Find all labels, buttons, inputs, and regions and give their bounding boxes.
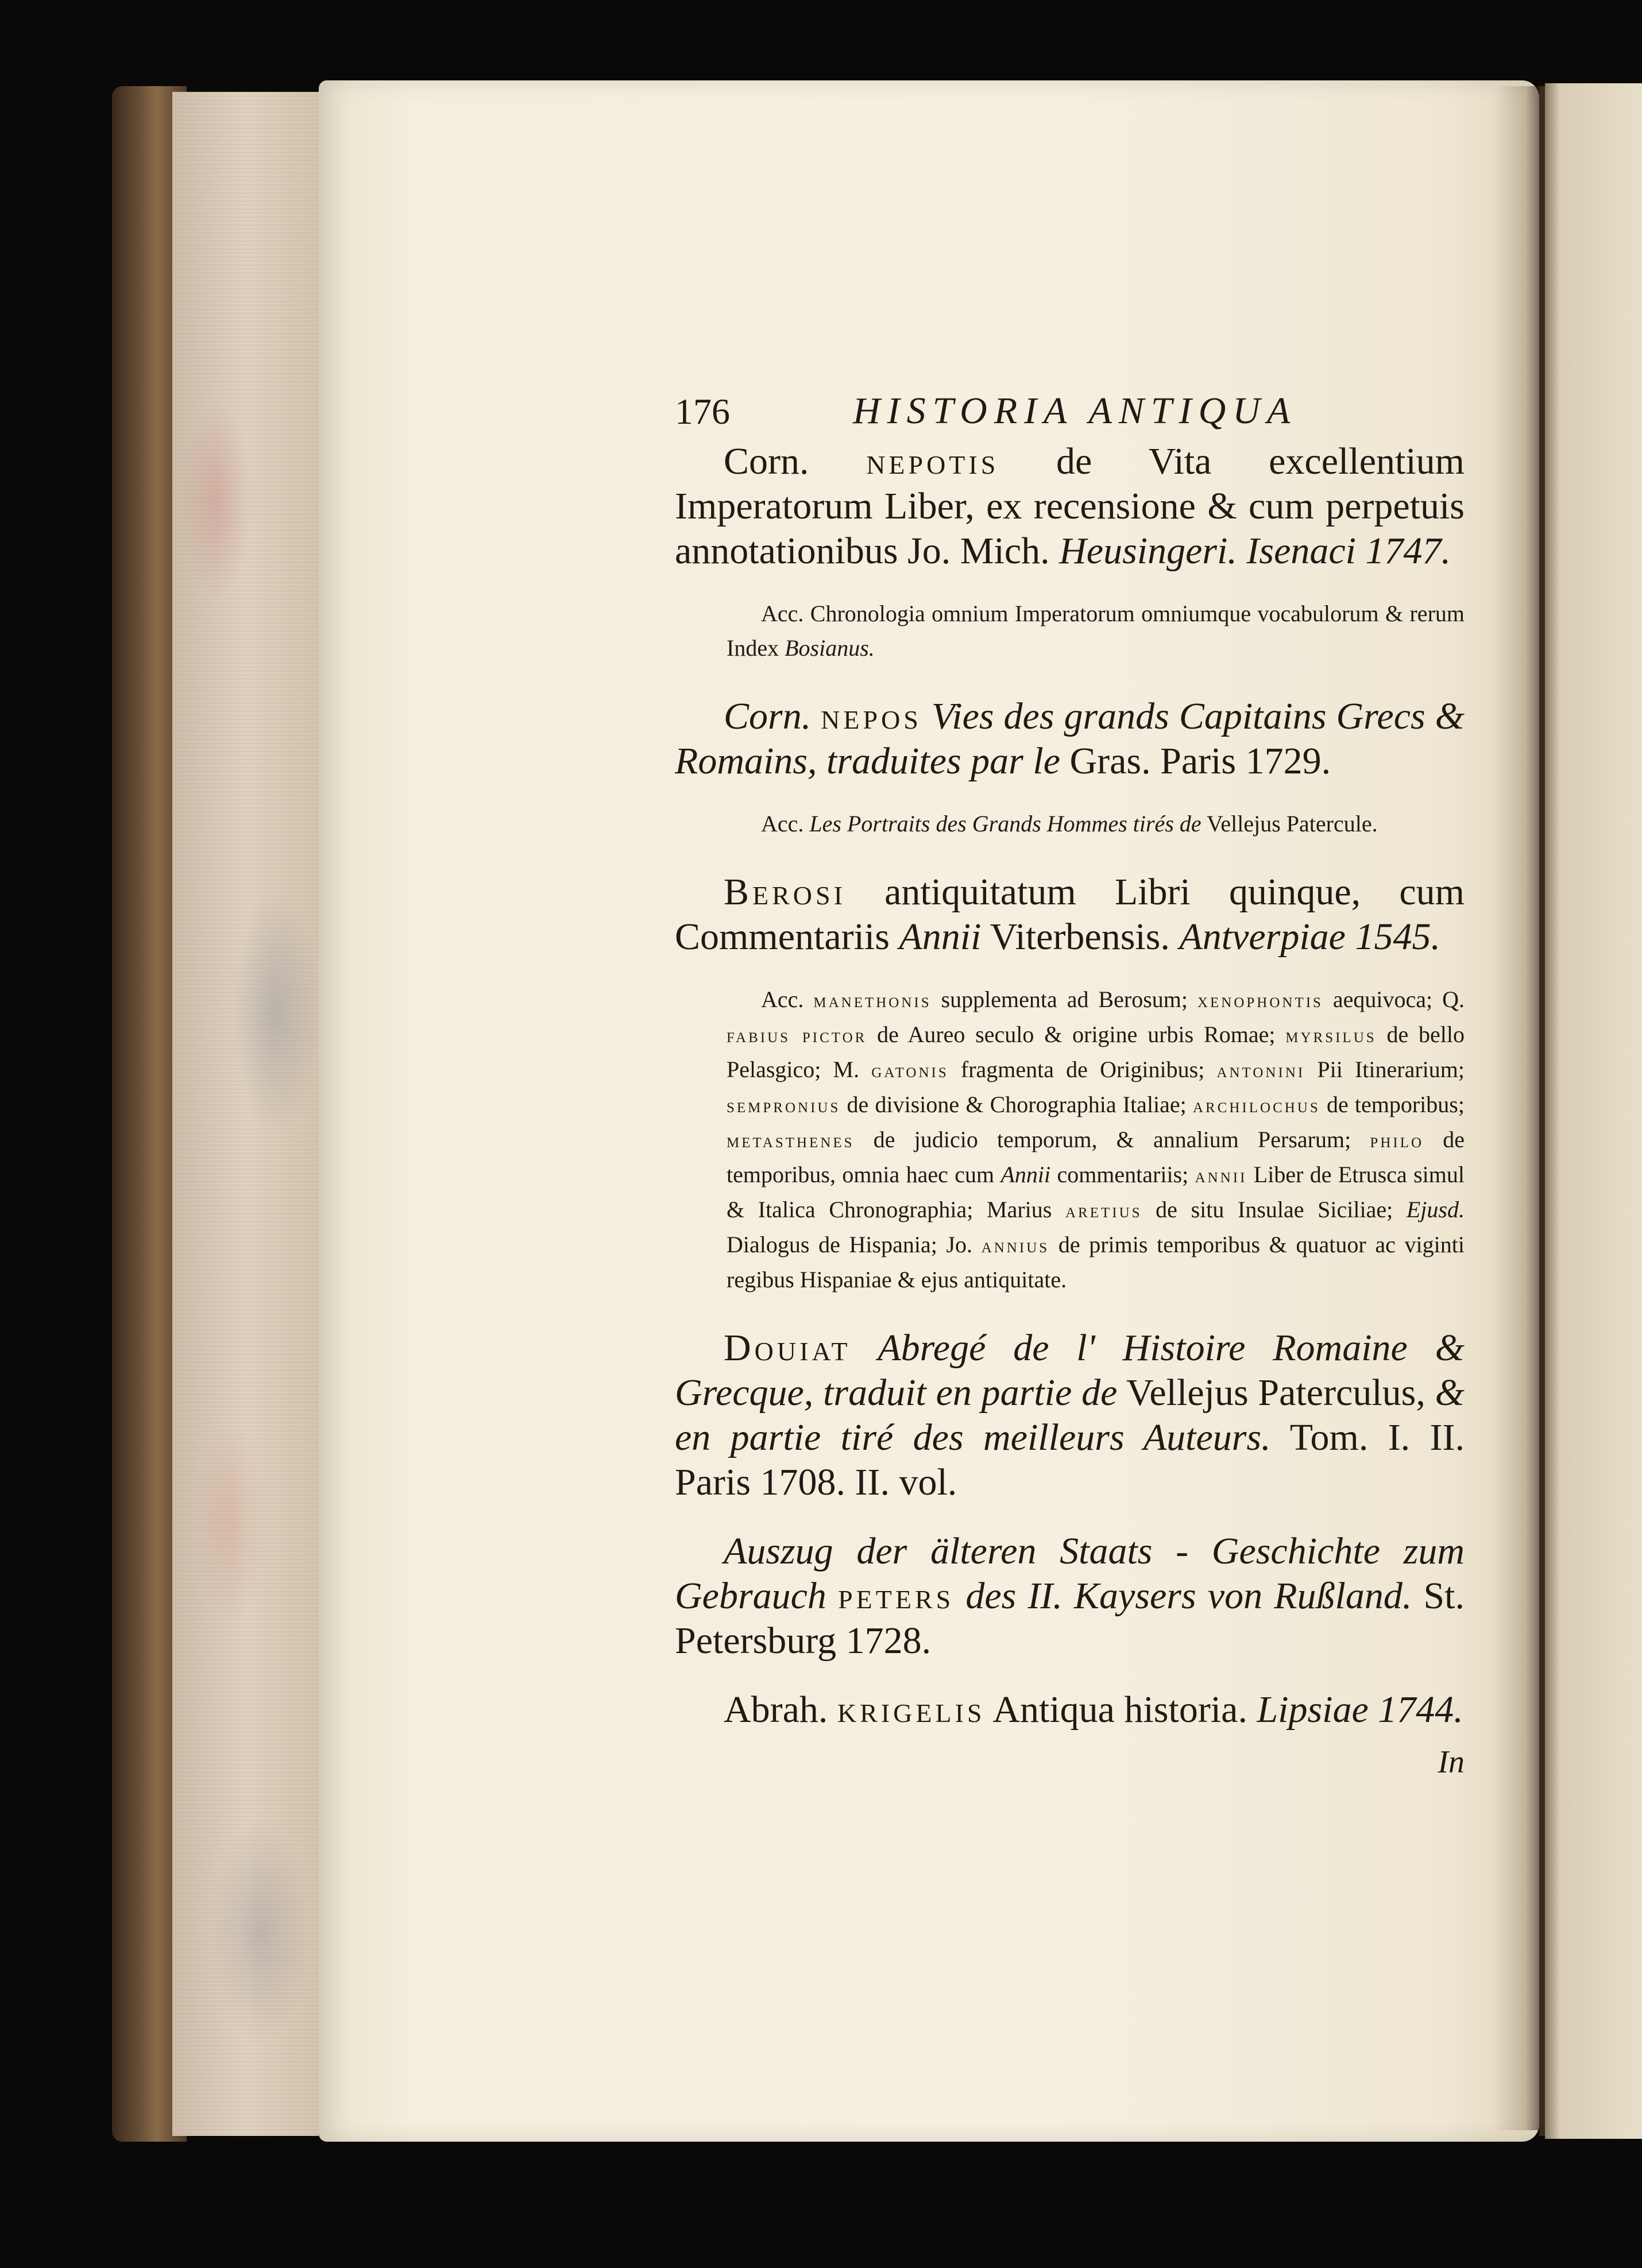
bibliography-note: Acc. Les Portraits des Grands Hommes tirés de Vellejus Patercule.: [761, 811, 1378, 837]
bibliography-note: Acc. Chronologia omnium Imperatorum omniumque vocabulorum & rerum Index Bosianus.: [727, 601, 1465, 661]
bibliography-entry-berosi: Berosi antiquitatum Libri quinque, cum Commentariis Annii Viterbensis. Antverpiae 1545.: [675, 871, 1465, 958]
page-gutter: [1493, 86, 1539, 2130]
bibliography-entry-nepotis: Corn. nepotis de Vita excellentium Imperatorum Liber, ex recensione & cum perpetuis annotationibus Jo. Mich. Heusingeri. Isenaci 1747.: [675, 440, 1465, 572]
page-number: 176: [675, 391, 730, 432]
bibliography-entry-krigelis: Abrah. krigelis Antiqua historia. Lipsiae 1744.: [724, 1689, 1463, 1731]
bibliography-entry-auszug: Auszug der älteren Staats - Geschichte zum Gebrauch peters des II. Kaysers von Rußland. St. Petersburg 1728.: [675, 1530, 1465, 1662]
facing-page-sliver: [1545, 83, 1642, 2139]
marbled-page-edge: [172, 92, 319, 2136]
bibliography-entry-nepos: Corn. nepos Vies des grands Capitains Grecs & Romains, traduites par le Gras. Paris 1729.: [675, 695, 1465, 782]
running-title: HISTORIA ANTIQUA: [853, 390, 1297, 432]
bibliography-entry-douiat: Douiat Abregé de l' Histoire Romaine & Grecque, traduit en partie de Vellejus Paterculus, & en partie tiré des meilleurs Auteurs. Tom. I. II. Paris 1708. II. vol.: [675, 1327, 1465, 1503]
bibliography-note: Acc. manethonis supplementa ad Berosum; xenophontis aequivoca; Q. fabius pictor de Aureo seculo & origine urbis Romae; myrsilus de bello Pelasgico; M. gatonis fragmenta de Originibus; antonini Pii Itinerarium; sempronius de divisione & Chorographia Italiae; archilochus de temporibus; metasthenes de judicio temporum, & annalium Persarum; philo de temporibus, omnia haec cum Annii commentariis; annii Liber de Etrusca simul & Italica Chronographia; Marius aretius de situ Insulae Siciliae; Ejusd. Dialogus de Hispania; Jo. annius de primis temporibus & quatuor ac viginti regibus Hispaniae & ejus antiquitate.: [727, 986, 1465, 1292]
catchword: In: [1438, 1744, 1465, 1780]
running-head: [675, 379, 1465, 439]
page-text: [675, 379, 1465, 1781]
